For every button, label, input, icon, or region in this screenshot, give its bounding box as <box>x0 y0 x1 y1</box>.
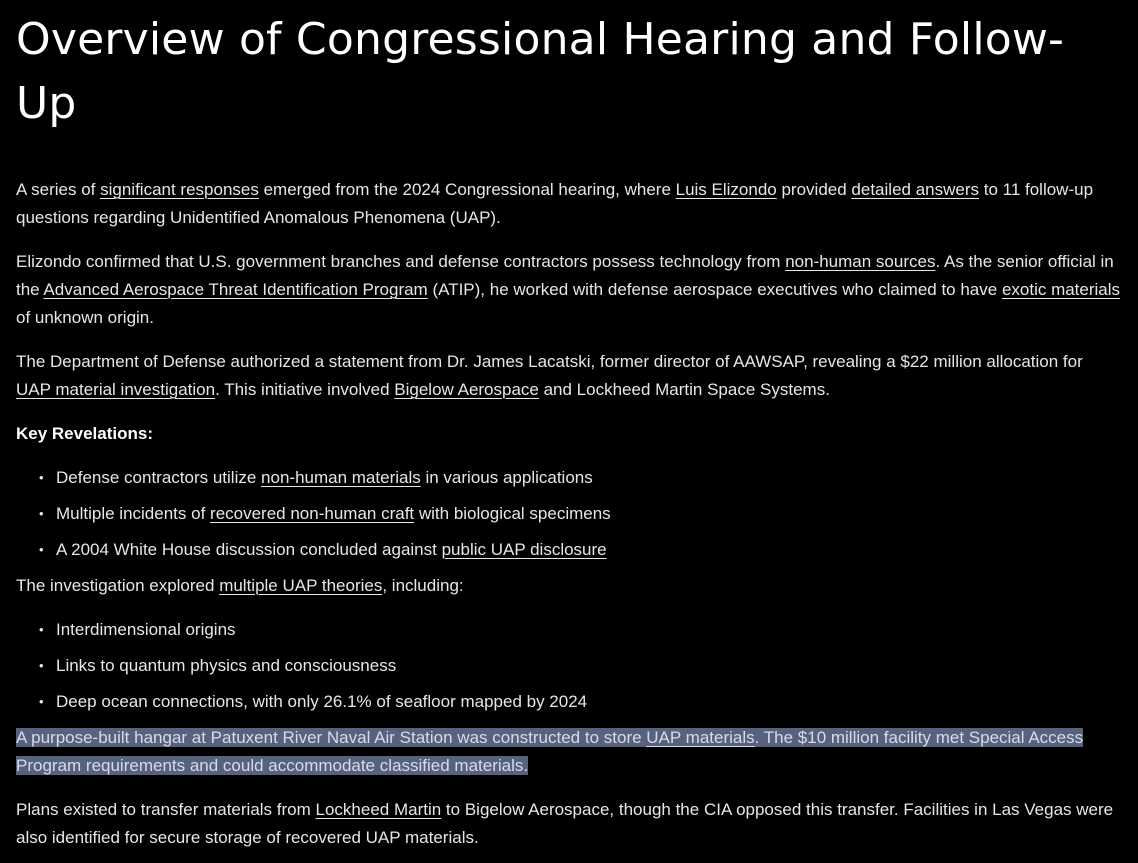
link-detailed-answers[interactable]: detailed answers <box>851 180 979 199</box>
link-public-uap-disclosure[interactable]: public UAP disclosure <box>441 540 607 559</box>
link-bigelow-aerospace[interactable]: Bigelow Aerospace <box>394 380 539 399</box>
text: . This initiative involved <box>215 380 395 399</box>
theories-list <box>16 616 1122 716</box>
text: The Department of Defense authorized a statement from Dr. James Lacatski, former director of AAWSAP, revealing a $22 million allocation for <box>16 352 1083 371</box>
selected-text[interactable] <box>16 728 1083 775</box>
list-item: • Links to quantum physics and consciousness <box>16 652 1122 680</box>
text: to Bigelow Aerospace, though the CIA opposed this transfer. Facilities in Las Vegas were also identified for secure storage of recovered UAP materials. <box>16 800 1114 847</box>
text: with biological specimens <box>414 504 611 523</box>
link-lockheed-martin[interactable]: Lockheed Martin <box>315 800 442 819</box>
dod-paragraph <box>16 348 1122 404</box>
text: . As the senior official in the <box>16 252 1114 299</box>
key-revelations-heading <box>16 420 1122 448</box>
link-non-human-sources[interactable]: non-human sources <box>785 252 936 271</box>
text: and Lockheed Martin Space Systems. <box>538 380 830 399</box>
heading-text: Key Revelations: <box>16 424 153 443</box>
link-non-human-materials[interactable]: non-human materials <box>261 468 421 487</box>
list-item: • Deep ocean connections, with only 26.1% of seafloor mapped by 2024 <box>16 688 1122 716</box>
text: Plans existed to transfer materials from <box>16 800 316 819</box>
intro-paragraph <box>16 176 1122 232</box>
link-multiple-uap-theories[interactable]: multiple UAP theories <box>219 576 383 595</box>
list-item: • Interdimensional origins <box>16 616 1122 644</box>
link-significant-responses[interactable]: significant responses <box>100 180 259 199</box>
text: A purpose-built hangar at Patuxent River Naval Air Station was constructed to store <box>16 728 647 747</box>
link-exotic-materials[interactable]: exotic materials <box>1001 280 1121 299</box>
text: emerged from the 2024 Congressional hearing, where <box>258 180 676 199</box>
hangar-paragraph <box>16 724 1122 780</box>
theories-paragraph <box>16 572 1122 600</box>
key-revelations-list <box>16 464 1122 564</box>
text: A series of <box>16 180 101 199</box>
list-item <box>16 500 1122 528</box>
text: . The $10 million facility met Special Access Program requirements and could accommodate classified materials. <box>16 728 1084 775</box>
link-recovered-craft[interactable]: recovered non-human craft <box>210 504 415 523</box>
text: provided <box>776 180 852 199</box>
elizondo-paragraph <box>16 248 1122 332</box>
text: Elizondo confirmed that U.S. government branches and defense contractors possess technology from <box>16 252 786 271</box>
link-aatip[interactable]: Advanced Aerospace Threat Identification Program <box>43 280 428 299</box>
text: to 11 follow-up questions regarding Unidentified Anomalous Phenomena (UAP). <box>16 180 1094 227</box>
link-uap-material-investigation[interactable]: UAP material investigation <box>16 380 216 399</box>
text: Multiple incidents of <box>56 504 211 523</box>
text: (ATIP), he worked with defense aerospace executives who claimed to have <box>427 280 1002 299</box>
link-uap-materials[interactable]: UAP materials <box>646 728 755 747</box>
text: in various applications <box>420 468 593 487</box>
page-title: Overview of Congressional Hearing and Follow-Up <box>16 14 1065 129</box>
text: of unknown origin. <box>16 308 154 327</box>
list-item <box>16 536 1122 564</box>
link-luis-elizondo[interactable]: Luis Elizondo <box>675 180 777 199</box>
text: The investigation explored <box>16 576 220 595</box>
text: A 2004 White House discussion concluded against <box>56 540 442 559</box>
list-item <box>16 464 1122 492</box>
transfer-paragraph <box>16 796 1122 852</box>
text: , including: <box>382 576 464 595</box>
text: Defense contractors utilize <box>56 468 262 487</box>
